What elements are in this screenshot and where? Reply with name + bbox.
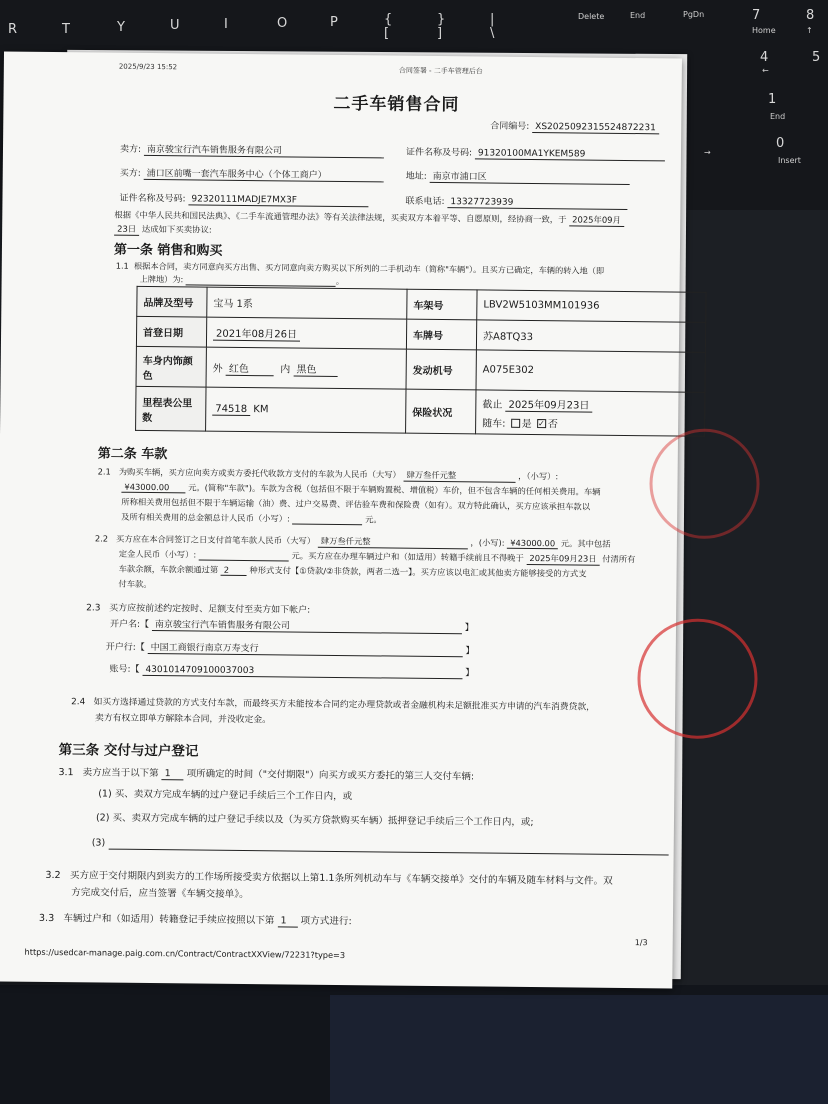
clause-2-2-text-f: 付清所有 — [602, 553, 636, 565]
inner-color-value: 黑色 — [293, 360, 337, 376]
clause-3-3 — [39, 910, 352, 928]
bank-value: 中国工商银行南京万寿支行 — [148, 640, 463, 657]
odometer-label: 里程表公里数 — [136, 386, 206, 431]
key-bracket-close: ] — [437, 26, 443, 41]
contract-no-value: XS2025092315524872231 — [532, 122, 659, 134]
clause-2-2-text-b: ，(小写): — [470, 537, 505, 548]
clause-1-1-num: 1.1 — [115, 260, 129, 271]
clause-2-2-date: 2025年09月23日 — [526, 552, 599, 566]
engine-value: A075E302 — [476, 350, 705, 392]
seller-id-row — [406, 145, 665, 162]
insurance-until-value: 2025年09月23日 — [505, 395, 592, 412]
bracket-close: 】 — [465, 668, 475, 679]
clause-2-2-text-d: 定金人民币（小写）: — [118, 548, 197, 560]
article-3-title: 第三条 交付与过户登记 — [58, 742, 199, 760]
clause-2-2-text-e: 元。买方应在办理车辆过户和（如适用）转籍手续前且不得晚于 — [291, 550, 524, 563]
odometer-value — [206, 387, 406, 433]
buyer-phone-value: 13327723939 — [447, 197, 627, 210]
clause-2-2-line3 — [119, 563, 587, 580]
account-name-row — [110, 617, 474, 635]
color-value — [206, 347, 406, 389]
outer-color-value: 红色 — [226, 359, 274, 376]
key-pipe: | — [490, 12, 495, 27]
preamble-text-2: 达成如下买卖协议: — [141, 223, 212, 235]
key-end-numpad: End — [770, 112, 786, 121]
clause-3-1-option-2: (2) 买、卖双方完成车辆的过户登记手续以及（为买方贷款购买车辆）抵押登记手续后三个工作日内，或; — [95, 812, 534, 829]
clause-2-2-text-g: 车款余额，车款余额通过第 — [118, 563, 219, 575]
insurance-label: 保险状况 — [406, 389, 476, 434]
buyer-phone-label: 联系电话: — [405, 196, 445, 208]
clause-2-4-num: 2.4 — [71, 697, 86, 708]
print-system-title: 合同签署 - 二手车管理后台 — [398, 66, 483, 76]
insurance-follow-label: 随车: — [482, 417, 506, 430]
key-up-arrow: ↑ — [806, 26, 813, 35]
key-home: Home — [752, 26, 776, 35]
seller-label: 卖方: — [119, 144, 142, 155]
clause-2-2-text-c: 元。其中包括 — [560, 538, 611, 549]
clause-2-1-text-c: 元。(简称"车款")。车款为含税（包括但不限于车辆购置税、增值税）车价，但不包含车辆的任何相关费用。车辆 — [188, 482, 601, 497]
clause-2-1-text-b: ，（小写）: — [518, 470, 559, 482]
clause-2-1-num: 2.1 — [97, 466, 111, 477]
clause-3-1-text: 卖方应当于以下第 — [82, 767, 159, 780]
key-brace-close: } — [437, 12, 446, 27]
buyer-id-label: 证件名称及号码: — [119, 193, 186, 205]
seller-row — [120, 142, 384, 159]
company-seal — [637, 618, 758, 739]
clause-3-1-option-3-num: (3) — [91, 837, 106, 849]
clause-2-2-text: 买方应在本合同签订之日支付首笔车款人民币（大写） — [115, 533, 316, 546]
preamble-text: 根据《中华人民共和国民法典》、《二手车流通管理办法》等有关法律法规，买卖双方本着平等、自愿原则，经协商一致，于 — [114, 209, 567, 225]
contract-no-label: 合同编号: — [490, 121, 530, 132]
buyer-id-value: 92320111MADJE7MX3F — [188, 194, 368, 207]
clause-3-1-num: 3.1 — [58, 767, 74, 779]
clause-3-2-num: 3.2 — [45, 869, 61, 882]
clause-1-1-line2 — [140, 274, 345, 287]
account-no-row — [109, 662, 474, 680]
clause-2-2-amount: ¥43000.00 — [507, 538, 558, 550]
yes-label: 是 — [521, 418, 532, 430]
plate-label: 车牌号 — [406, 319, 476, 350]
contract-title: 二手车销售合同 — [333, 93, 460, 116]
key-brace-open: { — [384, 12, 393, 27]
key-delete: Delete — [578, 12, 605, 21]
key-i: I — [224, 17, 228, 32]
account-no-value: 4301014709100037003 — [142, 665, 462, 679]
color-label: 车身内饰颜色 — [136, 346, 206, 387]
no-label: 否 — [547, 418, 558, 430]
insurance-until-label: 截止 — [482, 398, 503, 411]
outer-color-label: 外 — [212, 363, 223, 375]
clause-3-1-option-1: (1) 买、卖双方完成车辆的过户登记手续后三个工作日内，或 — [98, 788, 353, 803]
key-insert: Insert — [778, 156, 801, 165]
key-bracket-open: [ — [384, 26, 390, 41]
engine-label: 发动机号 — [406, 349, 476, 390]
buyer-addr-row — [406, 169, 630, 185]
clause-2-2-line4: 付车款。 — [118, 578, 152, 590]
seller-id-label: 证件名称及号码: — [405, 147, 473, 159]
clause-3-3-text-b: 项方式进行: — [300, 915, 352, 928]
key-y: Y — [117, 20, 125, 35]
clause-2-2-num: 2.2 — [94, 533, 109, 544]
key-num1: 1 — [768, 92, 777, 107]
clause-2-3-num: 2.3 — [86, 603, 101, 614]
account-name-value: 南京骏宝行汽车销售服务有限公司 — [152, 617, 462, 634]
contract-page — [0, 51, 682, 988]
clause-2-2-amount-cn: 肆万叁仟元整 — [318, 535, 468, 550]
key-backslash: \ — [490, 26, 495, 41]
print-timestamp: 2025/9/23 15:52 — [118, 62, 178, 72]
preamble-date-a: 2025年09月 — [569, 213, 624, 227]
key-num4: 4 — [760, 50, 769, 65]
bracket-close: 】 — [464, 623, 474, 634]
company-seal-partial — [649, 428, 760, 539]
clause-3-1-item: 1 — [162, 768, 184, 780]
clause-3-1-text-b: 项所确定的时间（"交付期限"）向买方或买方委托的第三人交付车辆: — [186, 768, 475, 783]
clause-2-1-line3: 所称相关费用包括但不限于车辆运输（油）费、过户交易费、评估验车费和保险费（如有）。双方特此确认，买方应该承担车款以 — [121, 496, 591, 512]
key-end: End — [630, 11, 646, 20]
brand-value: 宝马 1系 — [207, 287, 407, 319]
clause-3-3-text: 车辆过户和（如适用）转籍登记手续应按照以下第 — [63, 913, 275, 927]
buyer-addr-label: 地址: — [405, 171, 427, 182]
vehicle-table — [135, 286, 706, 437]
clause-2-1-text-d: 及所有相关费用的总金额总计人民币（小写）: — [121, 511, 290, 524]
account-no-label: 账号:【 — [109, 664, 140, 675]
clause-2-1-line4 — [121, 511, 382, 526]
seller-id-value: 91320100MA1YKEM589 — [475, 148, 665, 161]
vin-value: LBV2W5103MM101936 — [477, 290, 706, 322]
bank-row — [106, 640, 475, 658]
inner-color-label: 内 — [280, 363, 291, 375]
table-row — [136, 386, 705, 436]
key-num7: 7 — [752, 8, 761, 23]
buyer-id-row — [119, 191, 368, 208]
reg-date-value — [206, 317, 406, 349]
vin-label: 车架号 — [407, 289, 477, 320]
buyer-phone-row — [405, 194, 627, 210]
buyer-label: 买方: — [119, 168, 141, 179]
footer-url: https://usedcar-manage.paig.com.cn/Contract/ContractXXView/72231?type=3 — [24, 946, 346, 961]
clause-1-1-text: 根据本合同，卖方同意向买方出售、买方同意向卖方购买以下所列的二手机动车（简称"车辆"）。且买方已确定，车辆的转入地（即 — [133, 260, 605, 276]
brand-label: 品牌及型号 — [137, 286, 207, 317]
buyer-row — [120, 166, 384, 183]
article-1-title: 第一条 销售和购买 — [113, 242, 223, 259]
checkbox-no-checked: ✓ — [537, 419, 545, 429]
reg-date-label: 首登日期 — [136, 316, 206, 347]
clause-3-1-option-3 — [92, 837, 669, 855]
clause-3-1 — [58, 764, 474, 783]
plate-value: 苏A8TQ33 — [476, 320, 705, 352]
clause-2-4-line1 — [71, 694, 595, 712]
key-o: O — [277, 16, 288, 31]
key-num0: 0 — [776, 136, 785, 151]
key-right-arrow: → — [704, 148, 711, 157]
clause-2-1-text-e: 元。 — [365, 514, 382, 525]
seller-name: 南京骏宝行汽车销售服务有限公司 — [144, 142, 384, 159]
key-p: P — [330, 15, 338, 30]
key-r: R — [8, 22, 18, 37]
bracket-close: 】 — [465, 646, 475, 657]
odometer-number: 74518 — [212, 403, 250, 415]
page-number: 1/3 — [634, 938, 648, 948]
insurance-value — [476, 390, 705, 436]
clause-1-1-end: 。 — [335, 275, 345, 287]
clause-2-1-line2 — [121, 481, 600, 498]
clause-2-4-text: 如买方选择通过贷款的方式支付车款，而最终买方未能按本合同约定办理贷款或者金融机构未足额批准买方申请的汽车消费贷款， — [93, 697, 596, 713]
clause-2-3-text: 买方应按前述约定按时、足额支付至卖方如下帐户: — [109, 603, 311, 616]
key-t: T — [62, 22, 70, 37]
clause-2-3 — [86, 600, 310, 615]
clause-2-1-text: 为购买车辆，买方应向卖方或卖方委托代收款方支付的车款为人民币（大写） — [118, 466, 401, 480]
preamble-line2 — [114, 223, 212, 237]
contract-no — [490, 119, 659, 135]
bank-label: 开户行:【 — [105, 642, 145, 653]
buyer-name: 浦口区前嘴一套汽车服务中心（个体工商户） — [144, 166, 384, 183]
clause-2-4-line2: 卖方有权立即单方解除本合同，并没收定金。 — [94, 713, 272, 726]
fabric — [330, 995, 828, 1104]
clause-3-2-text: 买方应于交付期限内到卖方的工作场所接受卖方依据以上第1.1条所列机动车与《车辆交接单》交付的车辆及随车材料与文件。双 — [69, 870, 613, 887]
preamble-date-b: 23日 — [114, 223, 139, 236]
clause-2-1-amount: ¥43000.00 — [121, 482, 185, 494]
clause-2-1-amount-cn: 肆万叁仟元整 — [403, 469, 515, 483]
clause-3-2-line2: 方完成交付后，应当签署《车辆交接单》。 — [71, 887, 249, 901]
reg-date-text: 2021年08月26日 — [213, 324, 300, 341]
odometer-unit: KM — [253, 403, 269, 415]
key-left-arrow: ← — [762, 66, 769, 75]
clause-3-3-item: 1 — [277, 915, 297, 927]
clause-1-1-text2: 上牌地）为: — [139, 273, 184, 285]
key-num5: 5 — [812, 50, 821, 65]
clause-2-2-text-h: 种形式支付【①贷款/②非贷款，两者二选一】。买方应该以电汇或其他卖方能够接受的方式支 — [249, 565, 587, 579]
clause-3-3-num: 3.3 — [38, 912, 55, 925]
clause-2-2-method: 2 — [221, 565, 247, 576]
table-row — [136, 346, 705, 392]
checkbox-yes — [511, 419, 520, 428]
key-pgdn: PgDn — [683, 10, 705, 19]
article-2-title: 第二条 车款 — [97, 446, 168, 463]
buyer-addr-value: 南京市浦口区 — [430, 169, 630, 185]
key-u: U — [170, 18, 180, 33]
account-name-label: 开户名:【 — [109, 619, 150, 631]
key-num8: 8 — [806, 8, 815, 23]
